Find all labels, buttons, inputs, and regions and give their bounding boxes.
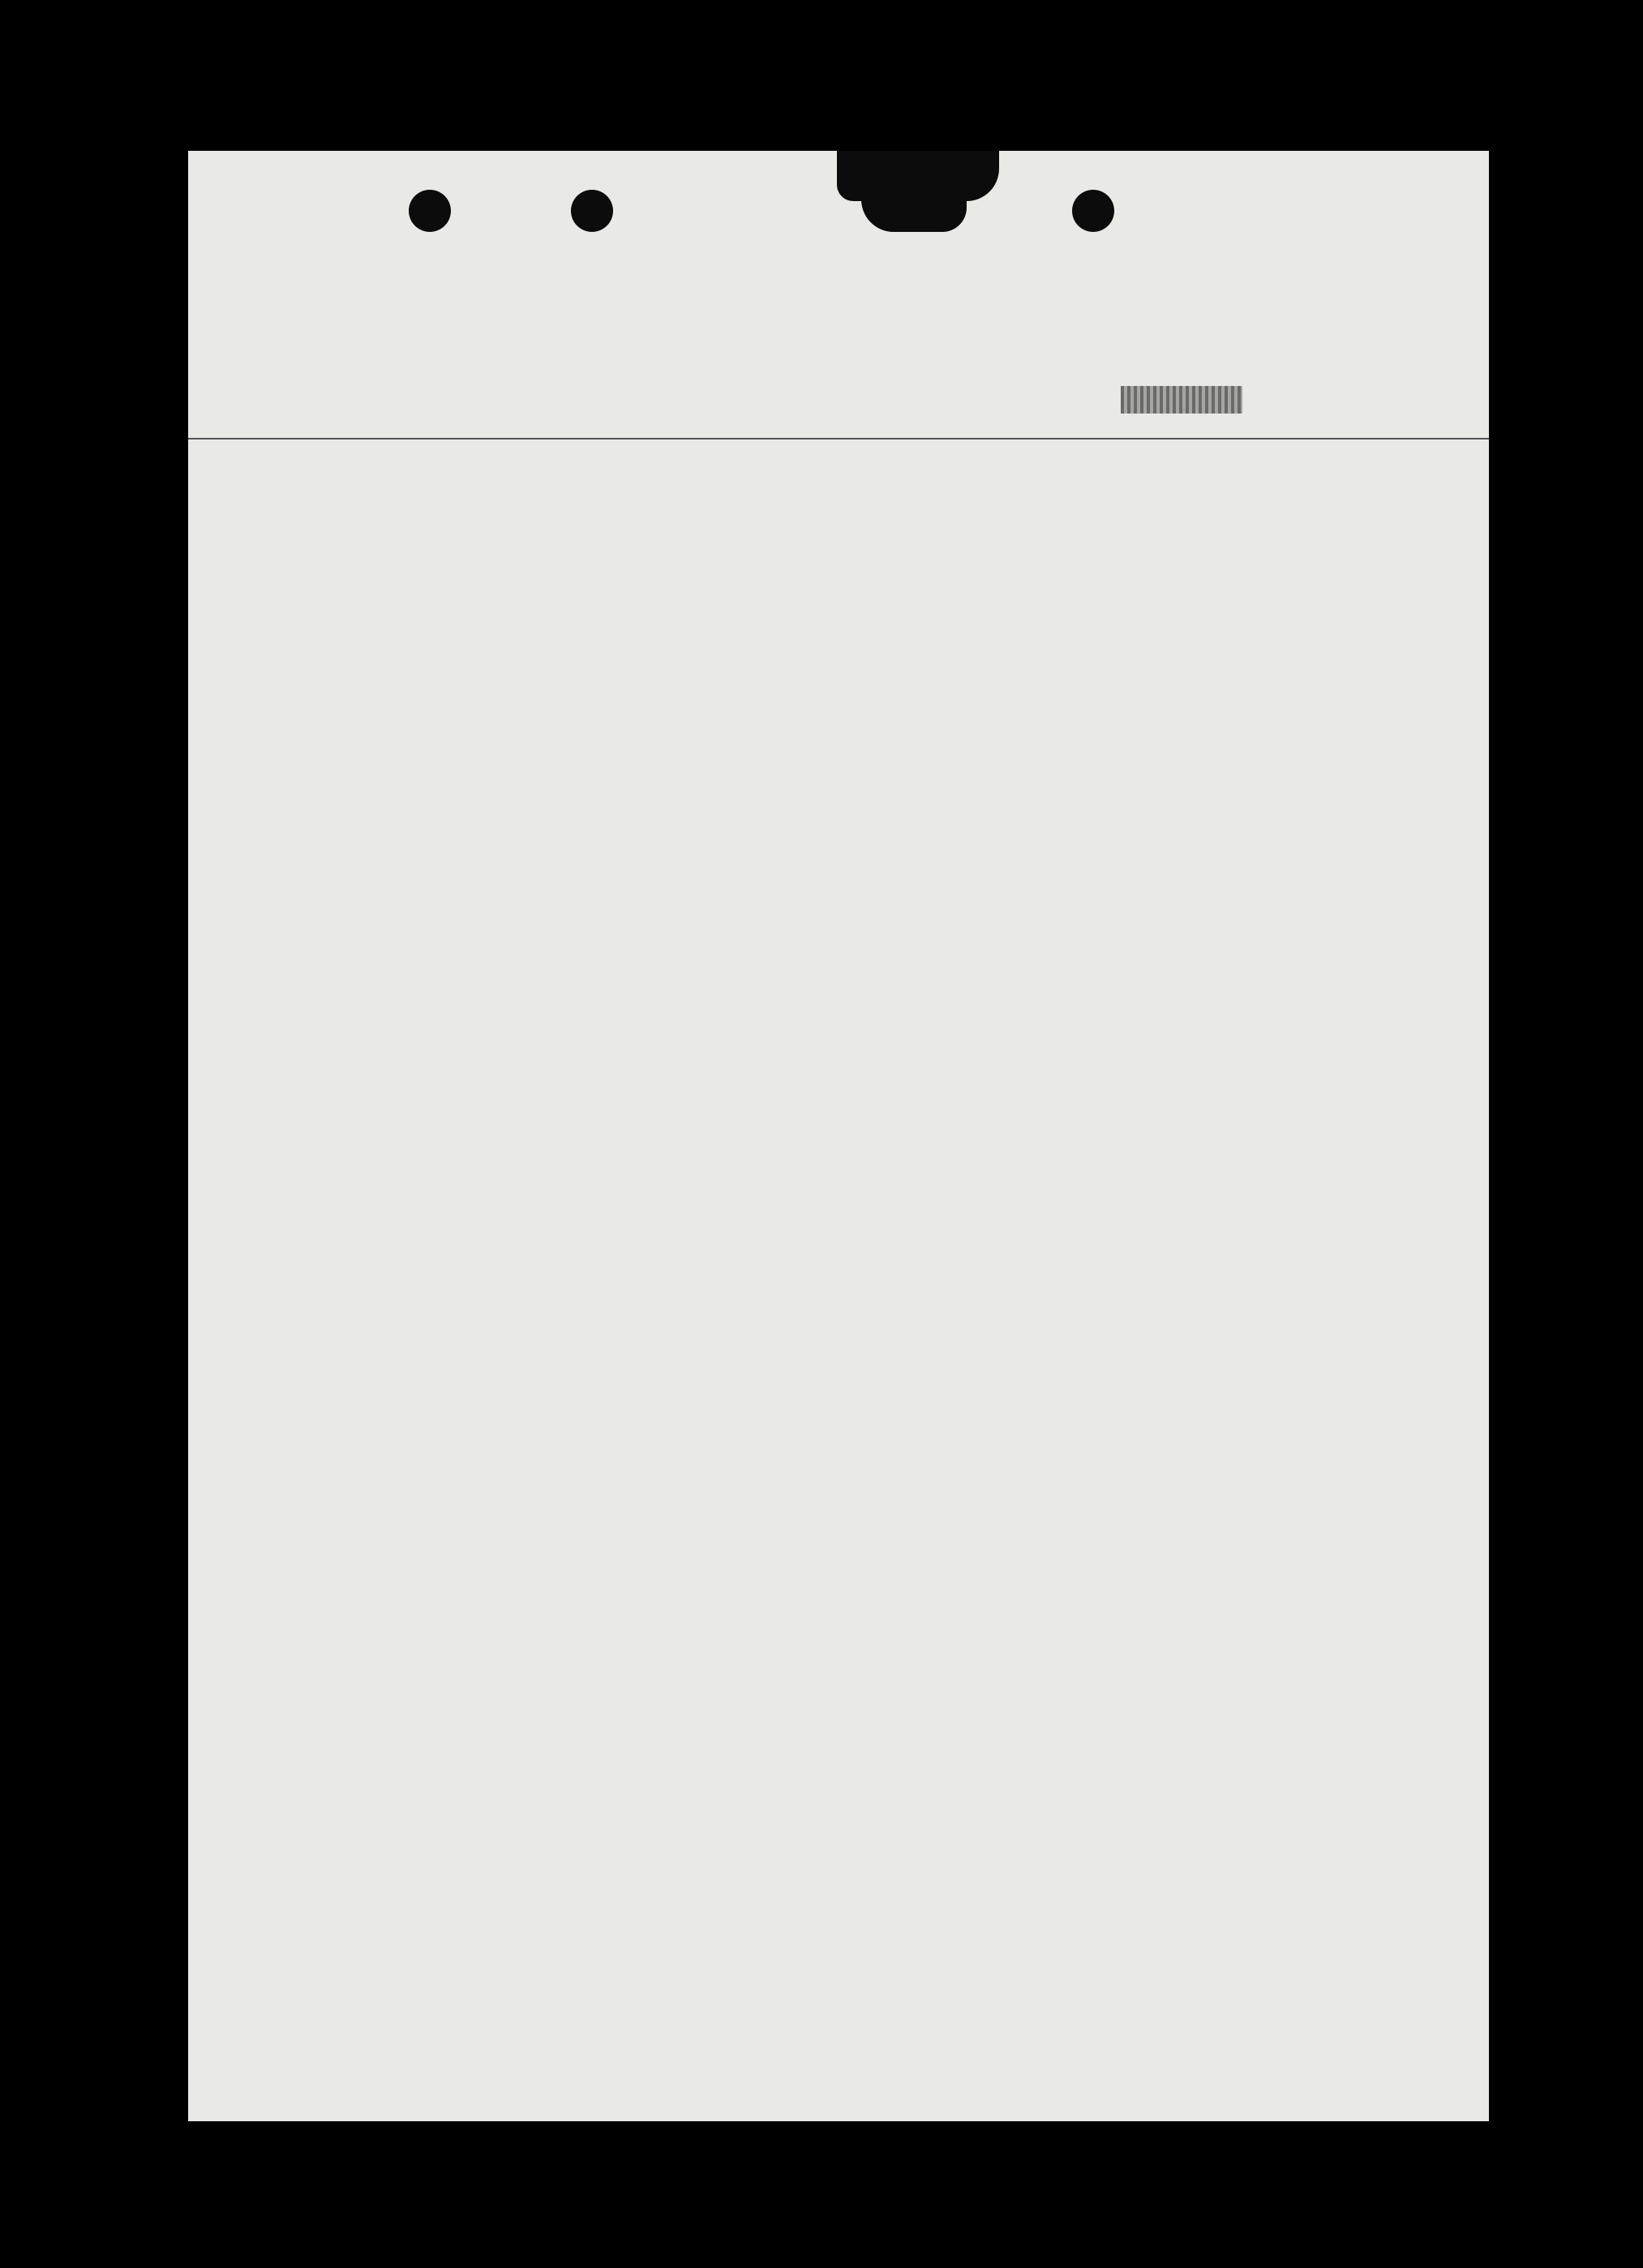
manifest-sheet: [188, 151, 1489, 2121]
rule-header: [188, 438, 1489, 439]
torn-edge-lower: [861, 195, 967, 232]
punch-hole-1: [409, 190, 451, 232]
torn-edge: [837, 151, 999, 201]
date-struck: [1121, 386, 1242, 414]
punch-hole-3: [1072, 190, 1114, 232]
punch-hole-2: [571, 190, 613, 232]
